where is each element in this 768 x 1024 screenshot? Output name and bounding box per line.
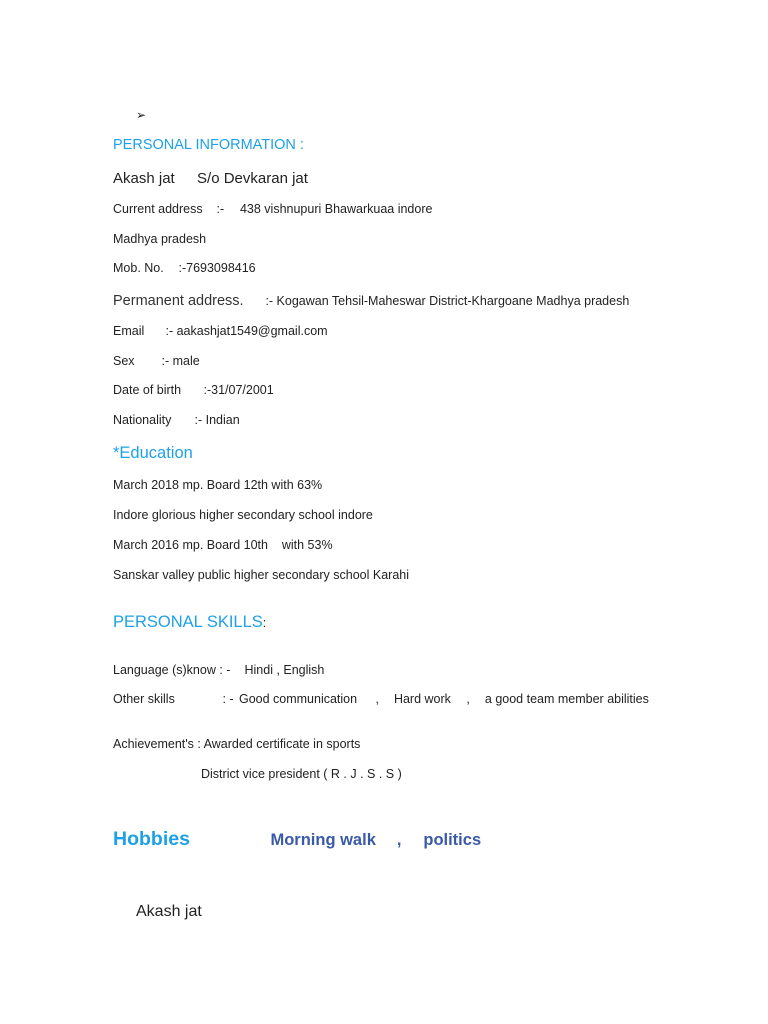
skill-item: Hard work — [393, 692, 451, 706]
achievements-line2: District vice president ( R . J . S . S ) — [201, 767, 402, 781]
dob-row — [113, 383, 274, 397]
other-skills-row — [113, 692, 649, 706]
personal-information-heading: PERSONAL INFORMATION : — [113, 137, 304, 153]
full-name: Akash jat — [113, 170, 175, 187]
email-value: :- aakashjat1549@gmail.com — [165, 324, 328, 338]
language-value: Hindi , English — [244, 663, 325, 677]
current-address-value: 438 vishnupuri Bhawarkuaa indore — [239, 202, 433, 216]
skill-item: a good team member abilities — [484, 692, 649, 706]
nationality-label: Nationality — [113, 413, 172, 427]
email-row — [113, 324, 328, 338]
permanent-address-value: :- Kogawan Tehsil-Maheswar District-Khargoane Madhya pradesh — [265, 294, 630, 308]
language-row — [113, 663, 324, 677]
skill-separator: , — [375, 692, 379, 706]
hobby-item: Morning walk — [270, 831, 376, 849]
hobbies-row — [113, 828, 481, 851]
skill-item: Good communication — [238, 692, 358, 706]
sex-row — [113, 354, 200, 368]
personal-skills-title: PERSONAL SKILLS — [113, 613, 263, 631]
current-address-label: Current address — [113, 202, 203, 216]
current-address-sep: :- — [216, 202, 225, 216]
dob-label: Date of birth — [113, 383, 182, 397]
education-item: March 2016 mp. Board 10th with 53% — [113, 538, 333, 552]
education-item: Indore glorious higher secondary school indore — [113, 508, 373, 522]
mobile-row — [113, 261, 256, 275]
name-line — [113, 170, 308, 187]
nationality-row — [113, 413, 240, 427]
bullet-arrow-icon: ➢ — [136, 108, 147, 122]
dob-value: :-31/07/2001 — [203, 383, 274, 397]
permanent-address-label: Permanent address. — [113, 293, 244, 309]
sex-label: Sex — [113, 354, 135, 368]
current-address-row — [113, 202, 432, 216]
email-label: Email — [113, 324, 145, 338]
other-skills-sep: : - — [222, 692, 234, 706]
education-item: Sanskar valley public higher secondary school Karahi — [113, 568, 409, 582]
achievements-line: Achievement's : Awarded certificate in sports — [113, 737, 361, 751]
nationality-value: :- Indian — [194, 413, 240, 427]
permanent-address-row — [113, 292, 629, 310]
personal-skills-colon: : — [262, 616, 267, 630]
signature-name: Akash jat — [136, 903, 202, 920]
mobile-label: Mob. No. — [113, 261, 164, 275]
mobile-value: :-7693098416 — [178, 261, 256, 275]
sex-value: :- male — [161, 354, 200, 368]
hobby-separator: , — [396, 831, 402, 849]
skill-separator: , — [466, 692, 470, 706]
education-heading: *Education — [113, 444, 193, 462]
language-label: Language (s)know : - — [113, 663, 231, 677]
other-skills-label: Other skills — [113, 692, 175, 706]
current-address-line2: Madhya pradesh — [113, 232, 207, 246]
education-item: March 2018 mp. Board 12th with 63% — [113, 478, 323, 492]
hobbies-label: Hobbies — [113, 828, 190, 850]
hobby-item: politics — [423, 831, 482, 849]
father-name: S/o Devkaran jat — [197, 170, 308, 187]
personal-skills-heading — [113, 613, 266, 632]
